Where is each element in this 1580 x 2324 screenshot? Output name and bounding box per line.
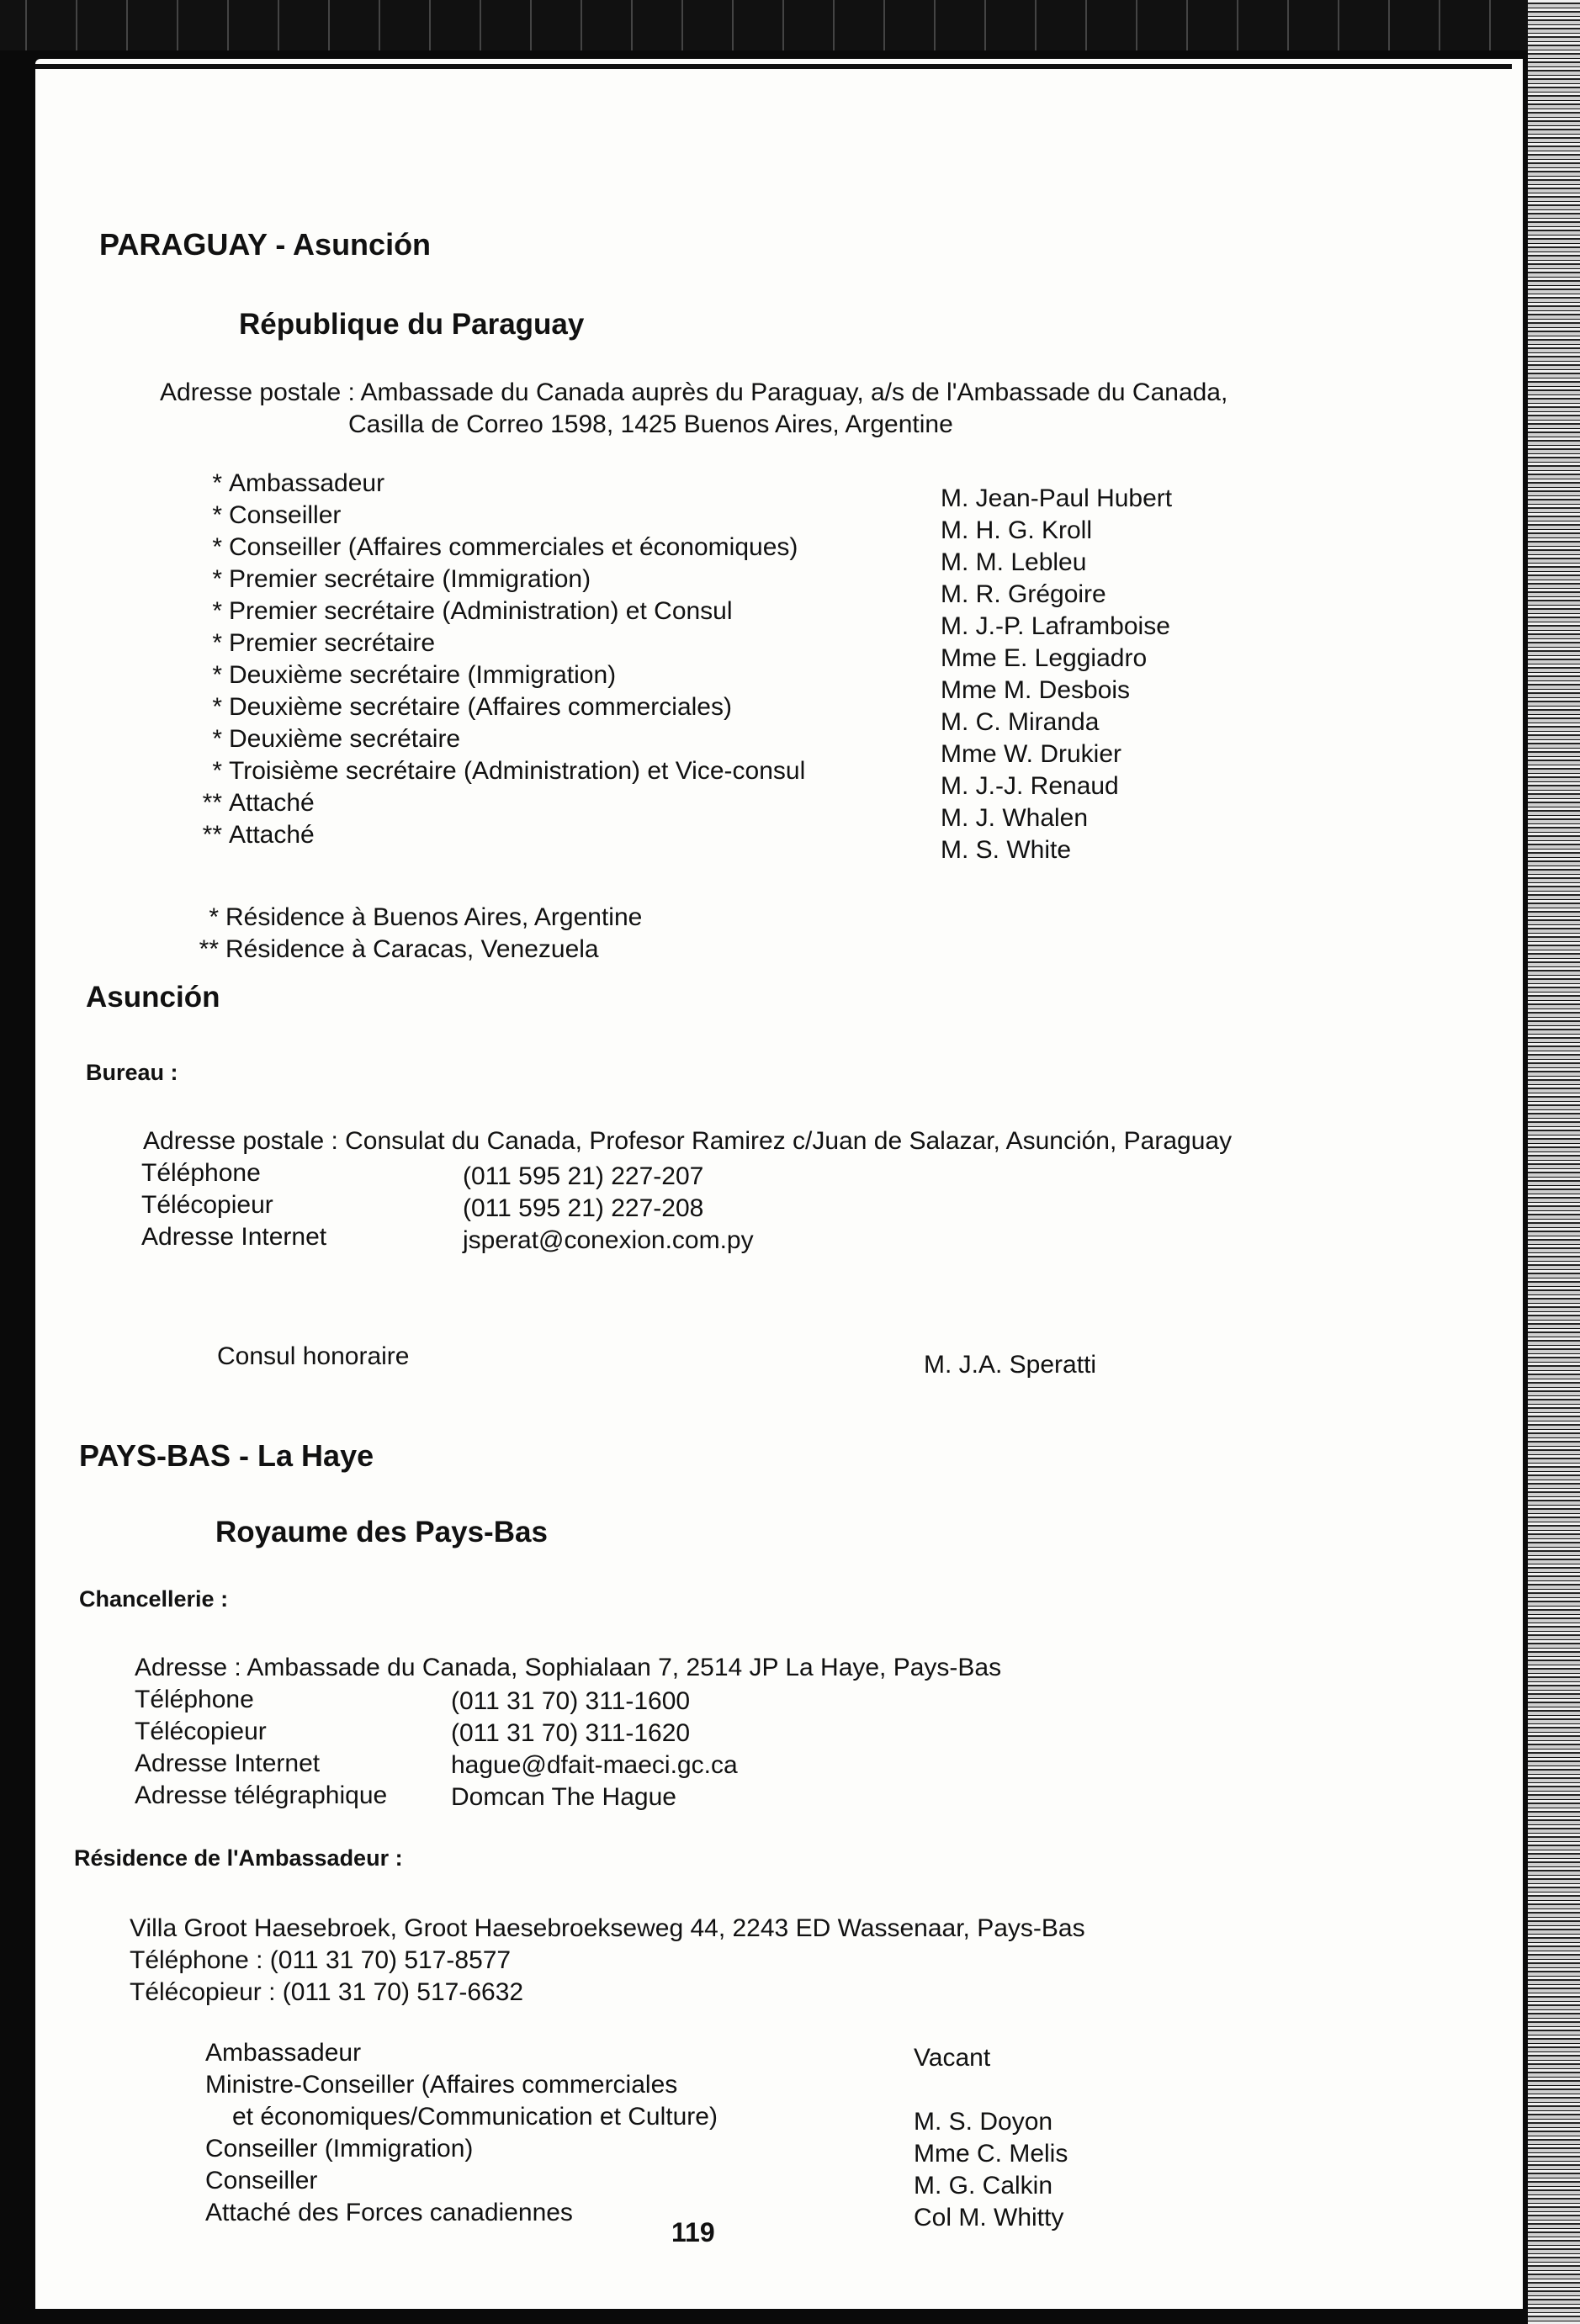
chancellerie-label: Chancellerie : [79,1586,229,1612]
staff-title: Premier secrétaire (Administration) et Consul [229,597,733,625]
staff-title: Ambassadeur [205,2039,362,2067]
paysbas-contact-values [451,1686,738,1813]
staff-row [195,627,805,659]
staff-name: Mme E. Leggiadro [941,644,1148,672]
residence-label: Résidence de l'Ambassadeur : [74,1845,403,1871]
asterisk-mark: * [212,501,222,529]
staff-row [195,500,805,532]
contact-value: jsperat@conexion.com.py [463,1226,754,1254]
contact-label: Télécopieur [141,1191,273,1219]
note-text: Résidence à Buenos Aires, Argentine [225,903,643,931]
contact-value: Domcan The Hague [451,1783,676,1811]
scan-right-edge [1528,0,1580,2324]
paraguay-postal-line1: Adresse postale : Ambassade du Canada auprès du Paraguay, a/s de l'Ambassade du Canada, [160,379,1228,406]
staff-name: M. G. Calkin [914,2172,1053,2200]
contact-value: (011 31 70) 311-1600 [451,1687,691,1715]
staff-title: Conseiller [205,2167,318,2194]
staff-name: M. J.-P. Laframboise [941,612,1170,640]
contact-value: (011 31 70) 311-1620 [451,1719,691,1747]
bureau-label: Bureau : [86,1060,178,1085]
staff-name: M. Jean-Paul Hubert [941,484,1173,512]
staff-title-continued: et économiques/Communication et Culture) [232,2103,718,2131]
staff-name: M. M. Lebleu [941,548,1087,576]
staff-row [195,787,805,819]
asterisk-mark: ** [199,935,219,963]
paraguay-heading: PARAGUAY - Asunción [99,227,432,262]
staff-title: Attaché des Forces canadiennes [205,2199,573,2226]
asuncion-heading: Asunción [86,981,220,1014]
staff-name: Mme W. Drukier [941,740,1122,768]
paraguay-postal-line2: Casilla de Correo 1598, 1425 Buenos Aires, Argentine [348,410,953,438]
staff-row [195,564,805,596]
asterisk-mark: ** [202,821,222,849]
contact-label: Adresse télégraphique [135,1781,388,1809]
page-number: 119 [671,2217,715,2247]
staff-name: M. H. G. Kroll [941,516,1093,544]
document-page [35,59,1523,2309]
contact-label: Adresse Internet [141,1223,327,1251]
asterisk-mark: * [212,757,222,785]
staff-name: Mme C. Melis [914,2140,1068,2168]
contact-label: Télécopieur [135,1718,267,1745]
paysbas-staff-names [914,2042,1068,2234]
asuncion-postal: Adresse postale : Consulat du Canada, Profesor Ramirez c/Juan de Salazar, Asunción, Paraguay [143,1127,1233,1155]
asterisk-mark: * [209,903,219,931]
paysbas-heading: PAYS-BAS - La Haye [79,1438,374,1473]
staff-row [195,468,805,500]
scan-top-edge [0,0,1580,50]
paraguay-staff-names [941,483,1172,866]
staff-name: Mme M. Desbois [941,676,1131,704]
asuncion-contact-labels [141,1157,326,1253]
staff-name: M. J.-J. Renaud [941,772,1119,800]
asterisk-mark: * [212,661,222,689]
note-text: Résidence à Caracas, Venezuela [225,935,599,963]
residence-address: Villa Groot Haesebroek, Groot Haesebroekseweg 44, 2243 ED Wassenaar, Pays-Bas [130,1914,1085,1942]
staff-title: Deuxième secrétaire [229,725,461,753]
note-row [192,934,642,966]
staff-name: Vacant [914,2044,991,2072]
staff-title: Premier secrétaire [229,629,436,657]
staff-title: Ministre-Conseiller (Affaires commerciales [205,2071,678,2099]
asterisk-mark: * [212,597,222,625]
paysbas-subheading: Royaume des Pays-Bas [215,1516,548,1548]
consul-name: M. J.A. Speratti [924,1351,1097,1379]
note-row [192,902,642,934]
asuncion-contact-values [463,1161,754,1257]
contact-value: hague@dfait-maeci.gc.ca [451,1751,738,1779]
asterisk-mark: * [212,469,222,497]
paraguay-notes [192,902,642,966]
asterisk-mark: * [212,565,222,593]
asterisk-mark: * [212,629,222,657]
staff-row [195,723,805,755]
staff-title: Deuxième secrétaire (Affaires commerciales) [229,693,732,721]
staff-name: Col M. Whitty [914,2204,1064,2231]
staff-title: Conseiller [229,501,342,529]
staff-row [195,819,805,851]
staff-name: M. C. Miranda [941,708,1100,736]
staff-name: M. J. Whalen [941,804,1089,832]
staff-row [195,532,805,564]
contact-label: Adresse Internet [135,1750,321,1777]
asterisk-mark: * [212,533,222,561]
staff-title: Ambassadeur [229,469,385,497]
staff-row [195,659,805,691]
staff-title: Premier secrétaire (Immigration) [229,565,591,593]
staff-name: M. S. White [941,836,1072,864]
contact-label: Téléphone [141,1159,261,1187]
residence-fax: Télécopieur : (011 31 70) 517-6632 [130,1978,524,2006]
paysbas-address: Adresse : Ambassade du Canada, Sophialaan 7, 2514 JP La Haye, Pays-Bas [135,1654,1002,1681]
staff-row [195,596,805,627]
asterisk-mark: ** [202,789,222,817]
paraguay-staff-titles [195,468,805,851]
residence-phone: Téléphone : (011 31 70) 517-8577 [130,1946,512,1974]
paysbas-staff-titles [205,2037,718,2229]
contact-value: (011 595 21) 227-208 [463,1194,704,1222]
staff-title: Troisième secrétaire (Administration) et Vice-consul [229,757,806,785]
consul-title: Consul honoraire [217,1342,410,1370]
staff-row [195,691,805,723]
asterisk-mark: * [212,725,222,753]
staff-name: M. R. Grégoire [941,580,1106,608]
staff-title: Conseiller (Affaires commerciales et économiques) [229,533,798,561]
contact-value: (011 595 21) 227-207 [463,1162,704,1190]
paraguay-subheading: République du Paraguay [239,308,585,341]
staff-name: M. S. Doyon [914,2108,1053,2136]
paysbas-contact-labels [135,1684,387,1812]
asterisk-mark: * [212,693,222,721]
staff-title: Deuxième secrétaire (Immigration) [229,661,617,689]
contact-label: Téléphone [135,1686,254,1713]
staff-row [195,755,805,787]
staff-name-spacer [914,2074,1068,2106]
residence-details [130,1913,1085,2009]
page-top-rule [35,64,1512,69]
staff-title: Attaché [229,821,315,849]
staff-title: Conseiller (Immigration) [205,2135,474,2163]
staff-title: Attaché [229,789,315,817]
